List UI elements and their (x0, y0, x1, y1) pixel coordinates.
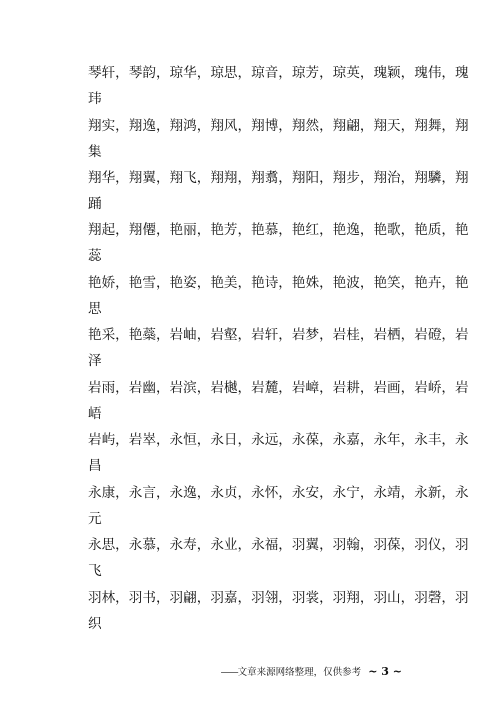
paragraph-wrap-line: 玮 (88, 91, 102, 107)
paragraph-line: 翔华，翔翼，翔飞，翔翔，翔翥，翔阳，翔步，翔治，翔驎，翔 (88, 170, 469, 186)
name-paragraph (88, 221, 469, 265)
page-number (368, 665, 402, 678)
paragraph-wrap-line: 昌 (88, 458, 102, 474)
paragraph-line: 岩屿，岩崒，永恒，永日，永远，永葆，永嘉，永年，永丰，永 (88, 432, 469, 448)
paragraph-line: 翔实，翔逸，翔鸿，翔风，翔博，翔然，翔翩，翔天，翔舞，翔 (88, 118, 469, 134)
name-paragraph (88, 484, 469, 528)
paragraph-line: 永康，永言，永逸，永贞，永怀，永安，永宁，永靖，永新，永 (88, 485, 469, 501)
paragraph-line: 琴轩，琴韵，琼华，琼思，琼音，琼芳，琼英，瑰颖，瑰伟，瑰 (88, 65, 469, 81)
name-paragraph (88, 589, 469, 633)
paragraph-wrap-line: 峿 (88, 406, 102, 422)
page-number-suffix: ~ (392, 665, 402, 678)
paragraph-wrap-line: 元 (88, 511, 102, 527)
page-number-value: 3 (381, 665, 389, 678)
name-paragraph (88, 326, 469, 370)
name-paragraph (88, 64, 469, 108)
name-paragraph (88, 117, 469, 161)
paragraph-wrap-line: 集 (88, 144, 102, 160)
paragraph-wrap-line: 飞 (88, 563, 102, 579)
page-number-prefix: ~ (368, 665, 378, 678)
paragraph-wrap-line: 思 (88, 301, 102, 317)
name-paragraph (88, 169, 469, 213)
footer-source-note: 文章来源网络整理，仅供参考 (237, 667, 362, 678)
name-paragraph (88, 274, 469, 318)
paragraph-wrap-line: 蕊 (88, 248, 102, 264)
page-footer (221, 664, 402, 678)
name-paragraph (88, 431, 469, 475)
paragraph-wrap-line: 织 (88, 616, 102, 632)
paragraph-wrap-line: 泽 (88, 353, 102, 369)
paragraph-line: 永思，永慕，永寿，永业，永福，羽翼，羽翰，羽葆，羽仪，羽 (88, 537, 469, 553)
paragraph-line: 岩雨，岩幽，岩滨，岩樾，岩麓，岩嶂，岩耕，岩画，岩峤，岩 (88, 380, 469, 396)
paragraph-line: 翔起，翔僊，艳丽，艳芳，艳慕，艳红，艳逸，艳歌，艳质，艳 (88, 222, 469, 238)
name-paragraph (88, 536, 469, 580)
paragraph-line: 艳采，艳蘂，岩岫，岩壑，岩轩，岩梦，岩桂，岩栖，岩磴，岩 (88, 327, 469, 343)
paragraph-line: 艳娇，艳雪，艳姿，艳美，艳诗，艳姝，艳波，艳笑，艳卉，艳 (88, 275, 469, 291)
paragraph-line: 羽林，羽书，羽翩，羽嘉，羽翎，羽裳，羽翔，羽山，羽磬，羽 (88, 590, 469, 606)
paragraph-wrap-line: 踊 (88, 196, 102, 212)
footer-dash: —— (220, 667, 238, 678)
name-paragraph (88, 379, 469, 423)
